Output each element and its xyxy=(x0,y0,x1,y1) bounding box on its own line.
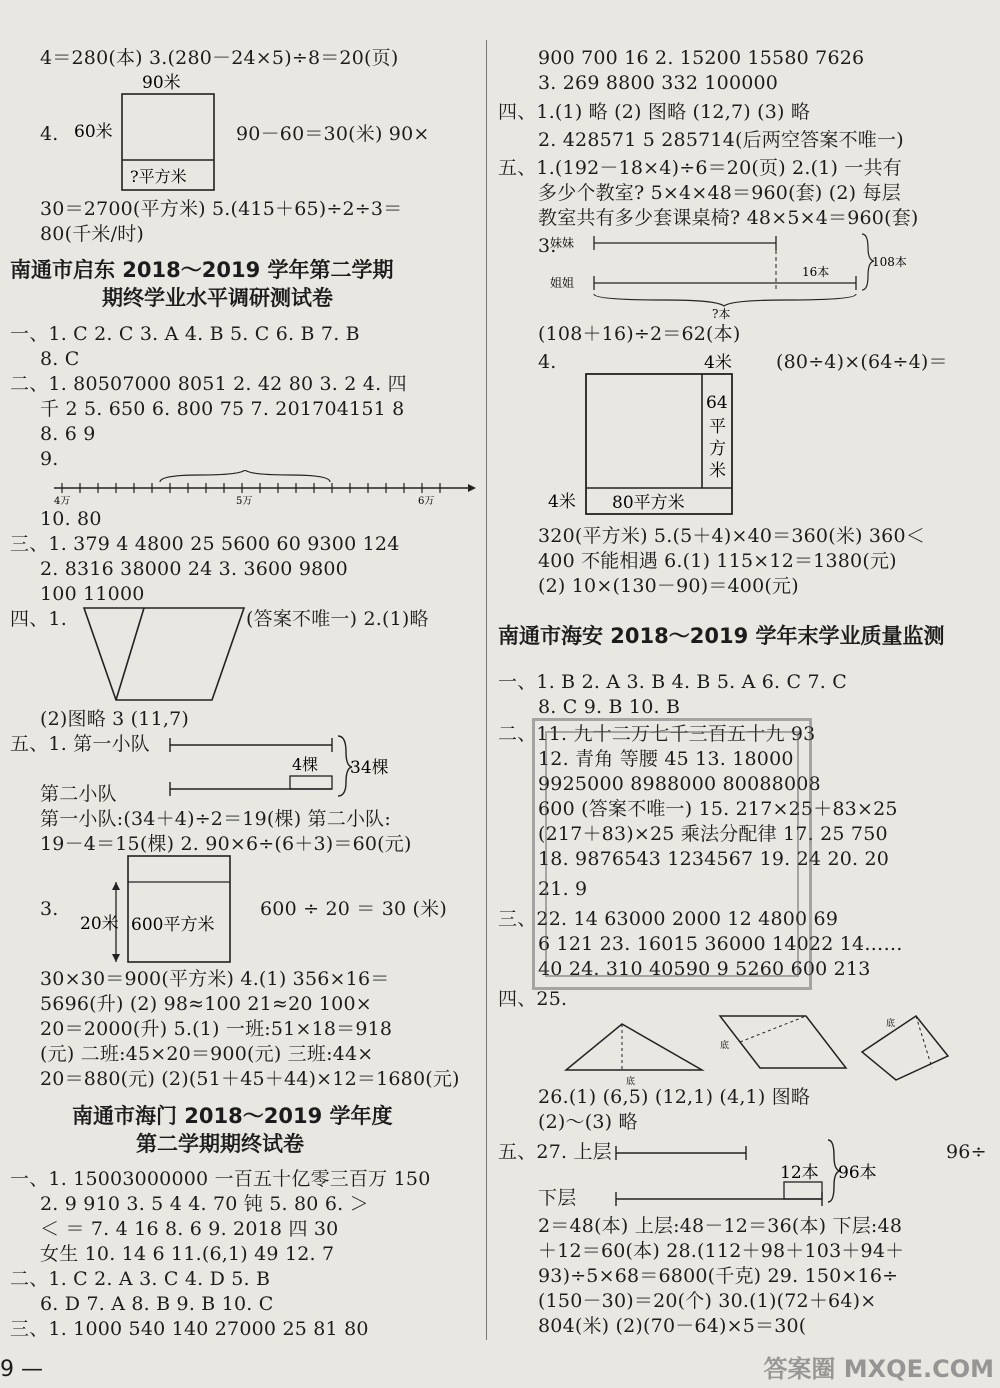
left-section-title-1: 期终学业水平调研测试卷 xyxy=(102,286,333,310)
left-answer-line-11: 10. 80 xyxy=(40,508,102,530)
right-answer-line-30: 96÷ xyxy=(946,1141,987,1163)
left-answer-line-29: 一、1. 15003000000 一百五十亿零三百万 150 xyxy=(10,1168,431,1190)
figure-trees-segments xyxy=(160,730,390,804)
label-meimei: 妹妹 xyxy=(550,236,575,250)
label-4-trees: 4棵 xyxy=(292,755,319,774)
right-answer-line-7: 3. xyxy=(538,235,557,257)
right-answer-line-23: 三、22. 14 63000 2000 12 4800 69 xyxy=(498,908,839,930)
right-section-title-0: 南通市海安 2018～2019 学年末学业质量监测 xyxy=(498,624,945,648)
label-80: 80平方米 xyxy=(612,493,685,513)
right-answer-line-0: 900 700 16 2. 15200 15580 7626 xyxy=(538,47,865,69)
watermark-stamp xyxy=(532,718,812,990)
left-answer-line-7: 二、1. 80507000 8051 2. 42 80 3. 2 4. 四 xyxy=(10,373,407,395)
left-answer-line-21: 19－4＝15(棵) 2. 90×6÷(6＋3)＝60(元) xyxy=(40,833,412,855)
label-60m: 60米 xyxy=(74,122,113,142)
right-answer-line-13: (2) 10×(130－90)＝400(元) xyxy=(538,575,799,597)
label-12-books: 12本 xyxy=(780,1163,819,1183)
label-di-2: 底 xyxy=(720,1041,730,1051)
figure-shelf-segments xyxy=(610,1136,900,1216)
left-answer-line-33: 二、1. C 2. A 3. C 4. D 5. B xyxy=(10,1268,271,1290)
right-answer-line-1: 3. 269 8800 332 100000 xyxy=(538,72,779,94)
left-answer-line-13: 2. 8316 38000 24 3. 3600 9800 xyxy=(40,558,348,580)
label-di-1: 底 xyxy=(626,1077,636,1086)
right-answer-line-6: 教室共有多少套课桌椅? 48×5×4＝960(套) xyxy=(538,207,919,229)
left-answer-line-1: 4. xyxy=(40,123,59,145)
right-answer-line-16: 二、11. 九十二万七千三百五十九 93 xyxy=(498,723,816,745)
left-answer-line-24: 30×30＝900(平方米) 4.(1) 356×16＝ xyxy=(40,968,390,990)
label-64: 64 xyxy=(706,393,728,413)
left-answer-line-19: 第二小队 xyxy=(40,783,117,805)
label-16-books: 16本 xyxy=(802,265,830,279)
left-answer-line-4: 80(千米/时) xyxy=(40,223,145,245)
left-answer-line-5: 一、1. C 2. C 3. A 4. B 5. C 6. B 7. B xyxy=(10,323,360,345)
right-answer-line-34: 93)÷5×68＝6800(千克) 29. 150×16÷ xyxy=(538,1265,899,1287)
tick-4w: 4万 xyxy=(54,496,71,506)
right-answer-line-22: 21. 9 xyxy=(538,878,588,900)
right-answer-line-2: 四、1.(1) 略 (2) 图略 (12,7) (3) 略 xyxy=(498,101,811,123)
left-answer-line-9: 8. 6 9 xyxy=(40,423,96,445)
right-answer-line-4: 五、1.(192－18×4)÷6＝20(页) 2.(1) 一共有 xyxy=(498,157,902,179)
label-34-trees: 34棵 xyxy=(350,758,389,778)
right-answer-line-24: 6 121 23. 16015 36000 14022 14…… xyxy=(538,933,903,955)
right-answer-line-5: 多少个教室? 5×4×48＝960(套) (2) 每层 xyxy=(538,182,901,204)
right-answer-line-20: (217＋83)×25 乘法分配律 17. 25 750 xyxy=(538,823,888,845)
right-answer-line-17: 12. 青角 等腰 45 13. 18000 xyxy=(538,748,794,770)
left-section-title-3: 第二学期期终试卷 xyxy=(136,1132,304,1156)
figure-three-shapes xyxy=(560,1012,960,1090)
right-answer-line-19: 600 (答案不唯一) 15. 217×25＋83×25 xyxy=(538,798,898,820)
left-answer-line-25: 5696(升) (2) 98≈100 21≈20 100× xyxy=(40,993,372,1015)
left-answer-line-14: 100 11000 xyxy=(40,583,145,605)
label-4m-top: 4米 xyxy=(704,353,732,373)
right-answer-line-31: 下层 xyxy=(538,1187,577,1209)
figure-books-segments xyxy=(546,230,906,324)
left-answer-line-23: 600 ÷ 20 ＝ 30 (米) xyxy=(260,898,447,920)
right-answer-line-33: ＋12＝60(本) 28.(112＋98＋103＋94＋ xyxy=(538,1240,905,1262)
left-answer-line-6: 8. C xyxy=(40,348,80,370)
right-answer-line-11: 320(平方米) 5.(5＋4)×40＝360(米) 360＜ xyxy=(538,525,925,547)
tick-6w: 6万 xyxy=(418,496,435,506)
right-answer-line-27: 26.(1) (6,5) (12,1) (4,1) 图略 xyxy=(538,1086,811,1108)
right-answer-line-18: 9925000 8988000 80088008 xyxy=(538,773,821,795)
figure-rect-90x60 xyxy=(60,70,240,198)
right-answer-line-21: 18. 9876543 1234567 19. 24 20. 20 xyxy=(538,848,890,870)
left-answer-line-34: 6. D 7. A 8. B 9. B 10. C xyxy=(40,1293,274,1315)
right-answer-line-35: (150－30)＝20(个) 30.(1)(72＋64)× xyxy=(538,1290,877,1312)
right-answer-line-28: (2)～(3) 略 xyxy=(538,1111,638,1133)
site-watermark: 答案圈 MXQE.COM xyxy=(763,1355,994,1383)
left-answer-line-30: 2. 9 910 3. 5 4 4. 70 钝 5. 80 6. ＞ xyxy=(40,1193,369,1215)
label-di-3: 底 xyxy=(886,1019,896,1029)
left-answer-line-0: 4＝280(本) 3.(280－24×5)÷8＝20(页) xyxy=(40,47,399,69)
right-answer-line-29: 五、27. 上层 xyxy=(498,1141,612,1163)
right-answer-line-10: (80÷4)×(64÷4)＝ xyxy=(776,351,948,373)
label-64-fang: 方 xyxy=(709,439,726,459)
label-4m-left: 4米 xyxy=(548,492,576,512)
figure-rect-600 xyxy=(76,852,236,972)
right-answer-line-8: (108＋16)÷2＝62(本) xyxy=(538,323,741,345)
left-section-title-2: 南通市海门 2018～2019 学年度 xyxy=(72,1104,393,1128)
left-answer-line-8: 千 2 5. 650 6. 800 75 7. 201704151 8 xyxy=(40,398,405,420)
label-q-books: ?本 xyxy=(712,307,731,320)
left-answer-line-18: 五、1. 第一小队 xyxy=(10,733,150,755)
figure-trapezoid xyxy=(80,604,250,708)
right-answer-line-14: 一、1. B 2. A 3. B 4. B 5. A 6. C 7. C xyxy=(498,671,848,693)
left-answer-line-16: (答案不唯一) 2.(1)略 xyxy=(246,608,429,630)
page-number: 9 — xyxy=(0,1357,43,1382)
label-600: 600平方米 xyxy=(131,915,215,935)
figure-square-4m xyxy=(548,350,748,524)
label-90m: 90米 xyxy=(142,73,181,93)
label-area-q: ?平方米 xyxy=(130,167,187,186)
left-answer-line-3: 30＝2700(平方米) 5.(415＋65)÷2÷3＝ xyxy=(40,198,403,220)
left-section-title-0: 南通市启东 2018～2019 学年第二学期 xyxy=(10,258,394,282)
right-answer-line-12: 400 不能相遇 6.(1) 115×12＝1380(元) xyxy=(538,550,897,572)
left-answer-line-22: 3. xyxy=(40,898,59,920)
left-answer-line-10: 9. xyxy=(40,448,59,470)
left-answer-line-31: ＜ ＝ 7. 4 16 8. 6 9. 2018 四 30 xyxy=(40,1218,339,1240)
right-answer-line-32: 2＝48(本) 上层:48－12＝36(本) 下层:48 xyxy=(538,1215,903,1237)
left-answer-line-15: 四、1. xyxy=(10,608,67,630)
label-20m: 20米 xyxy=(80,914,119,934)
label-64-ping: 平 xyxy=(709,417,726,437)
left-answer-line-28: 20＝880(元) (2)(51＋45＋44)×12＝1680(元) xyxy=(40,1068,460,1090)
tick-5w: 5万 xyxy=(236,496,253,506)
label-108-books: 108本 xyxy=(872,255,906,269)
right-answer-line-15: 8. C 9. B 10. B xyxy=(538,696,681,718)
left-answer-line-2: 90－60＝30(米) 90× xyxy=(236,123,430,145)
left-answer-line-32: 女生 10. 14 6 11.(6,1) 49 12. 7 xyxy=(40,1243,335,1265)
right-answer-line-9: 4. xyxy=(538,351,557,373)
right-answer-line-26: 四、25. xyxy=(498,988,568,1010)
label-96-books: 96本 xyxy=(838,1163,877,1183)
left-answer-line-17: (2)图略 3 (11,7) xyxy=(40,708,190,730)
right-answer-line-25: 40 24. 310 40590 9 5260 600 213 xyxy=(538,958,871,980)
right-answer-line-3: 2. 428571 5 285714(后两空答案不唯一) xyxy=(538,129,904,151)
column-divider xyxy=(486,40,487,1340)
right-answer-line-36: 804(米) (2)(70－64)×5＝30( xyxy=(538,1315,807,1337)
figure-number-line xyxy=(50,470,480,510)
label-jiejie: 姐姐 xyxy=(550,276,575,290)
left-answer-line-12: 三、1. 379 4 4800 25 5600 60 9300 124 xyxy=(10,533,400,555)
left-answer-line-35: 三、1. 1000 540 140 27000 25 81 80 xyxy=(10,1318,369,1340)
left-answer-line-20: 第一小队:(34＋4)÷2＝19(棵) 第二小队: xyxy=(40,808,391,830)
label-64-mi: 米 xyxy=(709,461,726,481)
left-answer-line-26: 20＝2000(升) 5.(1) 一班:51×18＝918 xyxy=(40,1018,393,1040)
left-answer-line-27: (元) 二班:45×20＝900(元) 三班:44× xyxy=(40,1043,374,1065)
